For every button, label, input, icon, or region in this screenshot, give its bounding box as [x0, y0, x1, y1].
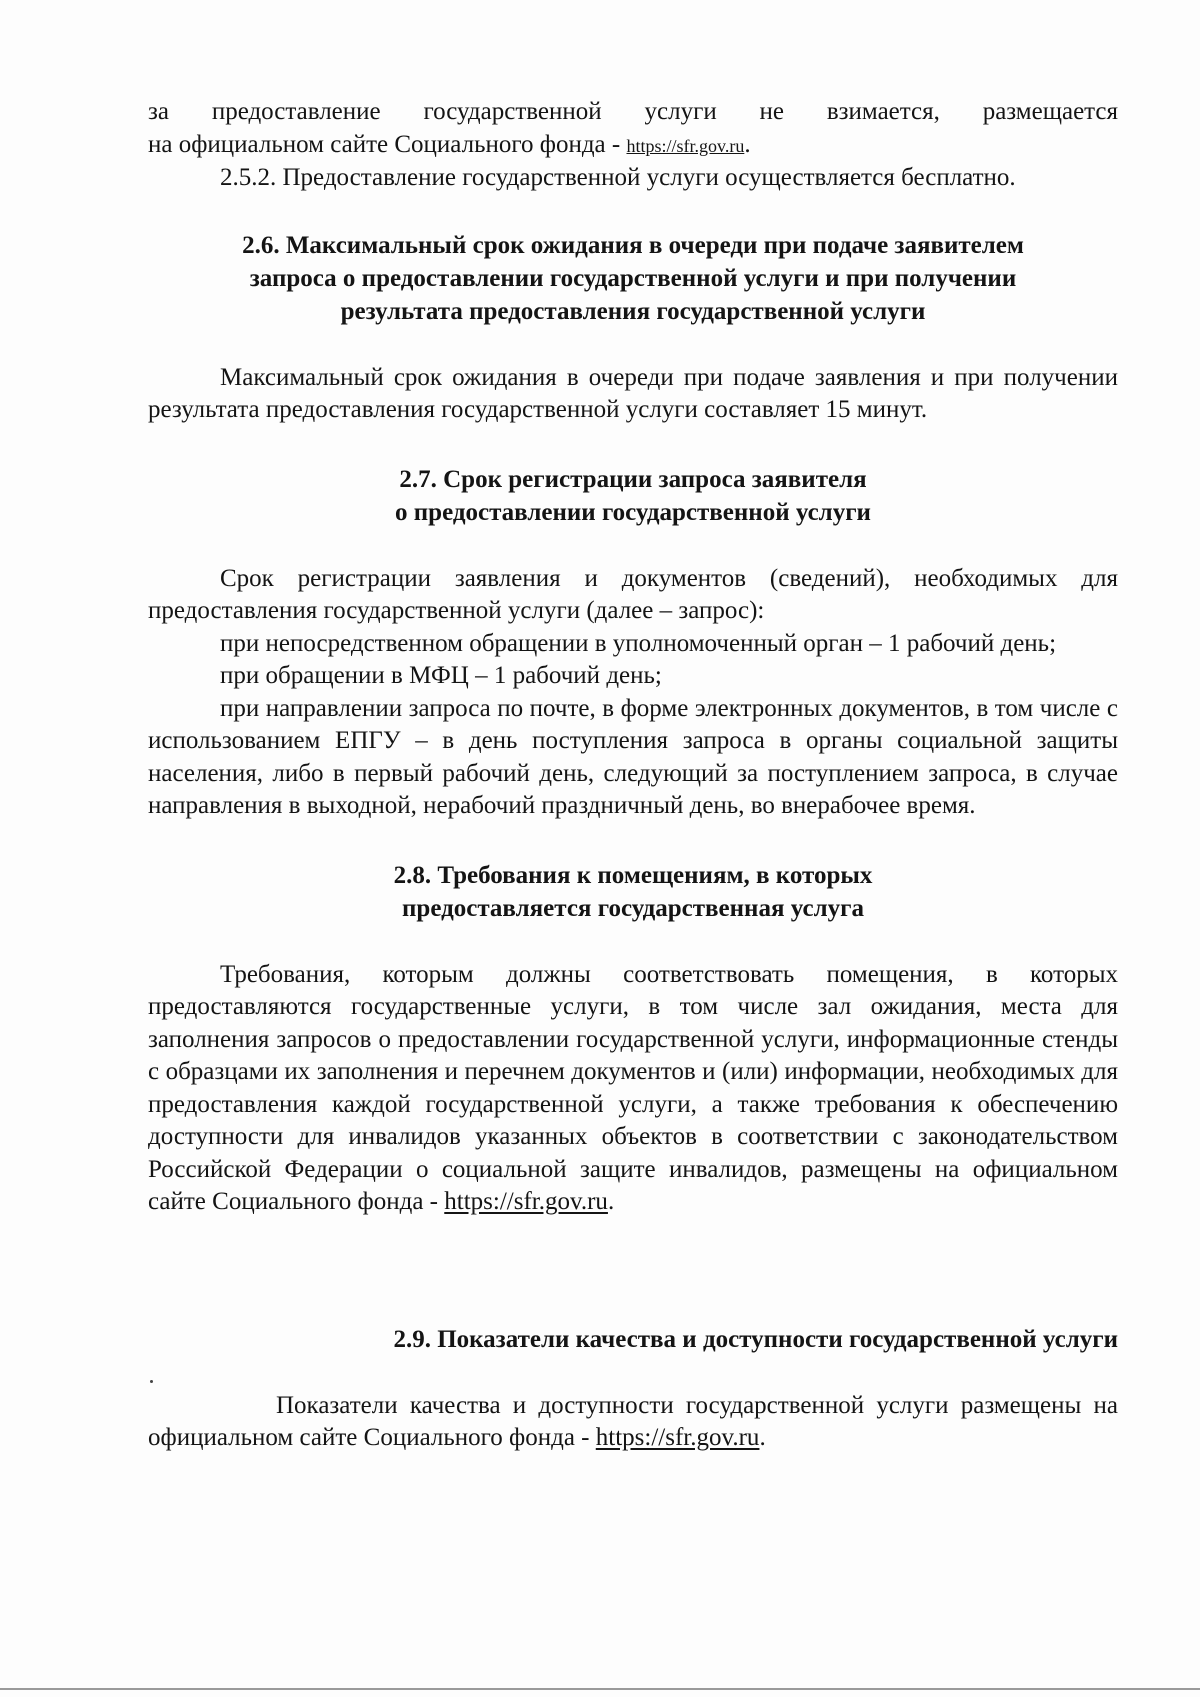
document-page [148, 96, 1118, 1455]
section-2-6-text: Максимальный срок ожидания в очереди при подаче заявления и при получении результата предоставления государственной услуги составляет 15 минут. [148, 363, 1118, 423]
section-2-7-heading-line-1: 2.7. Срок регистрации запроса заявителя [399, 465, 867, 493]
intro-line-2-text: на официальном сайте Социального фонда - [148, 130, 627, 158]
section-2-9-text [148, 1390, 1118, 1455]
section-2-6-heading-line-3: результата предоставления государственной услуги [340, 297, 926, 325]
section-2-9-end: . [759, 1424, 766, 1451]
section-2-7-paragraph-2: при непосредственном обращении в уполномоченный орган – 1 рабочий день; [220, 629, 1057, 657]
section-2-7-paragraph-4: при направлении запроса по почте, в форме электронных документов, в том числе с использованием ЕПГУ – в день поступления запроса в органы социальной защиты населения, либо в первый рабочий день, следующий за поступлением запроса, в случае направления в выходной, нерабочий праздничный день, во внерабочее время. [148, 694, 1118, 819]
section-2-9-body: Показатели качества и доступности государственной услуги размещены на официальном сайте Социального фонда - [148, 1391, 1118, 1451]
sfr-link-2-9[interactable]: https://sfr.gov.ru [595, 1424, 760, 1451]
section-2-8-end: . [607, 1188, 615, 1215]
section-2-8-heading-line-1: 2.8. Требования к помещениям, в которых [393, 861, 873, 889]
scan-speck [150, 1380, 153, 1383]
section-2-7-heading-line-2: о предоставлении государственной услуги [395, 498, 871, 526]
intro-line-2-end: . [744, 130, 751, 158]
section-2-8-heading-line-2: предоставляется государственная услуга [402, 894, 864, 922]
intro-line-1: за предоставление государственной услуги не взимается, размещается [148, 98, 1118, 125]
sfr-link-intro[interactable]: https://sfr.gov.ru [626, 135, 745, 156]
section-2-8-text [148, 959, 1118, 1219]
section-2-7-paragraph-1: Срок регистрации заявления и документов (сведений), необходимых для предоставления государственной услуги (далее – запрос): [148, 564, 1118, 624]
section-2-7-heading [148, 463, 1118, 529]
paragraph-2-5-2: 2.5.2. Предоставление государственной услуги осуществляется бесплатно. [220, 164, 1016, 191]
sfr-link-2-8[interactable]: https://sfr.gov.ru [444, 1188, 608, 1215]
section-2-8-heading [148, 859, 1118, 925]
section-2-6-heading [148, 229, 1118, 328]
section-2-6-heading-line-1: 2.6. Максимальный срок ожидания в очереди при подаче заявителем [242, 231, 1024, 259]
section-2-8-body: Требования, которым должны соответствовать помещения, в которых предоставляются государственные услуги, в том числе зал ожидания, места для заполнения запросов о предоставлении государственной услуги, информационные стенды с образцами их заполнения и перечнем документов и (или) информации, необходимых для предоставления каждой государственной услуги, а также требования к обеспечению доступности для инвалидов указанных объектов в соответствии с законодательством Российской Федерации о социальной защите инвалидов, размещены на официальном сайте Социального фонда - [148, 960, 1118, 1215]
intro-line-2 [148, 129, 1118, 163]
section-2-9-heading: 2.9. Показатели качества и доступности государственной услуги [393, 1325, 1118, 1353]
section-2-6-heading-line-2: запроса о предоставлении государственной услуги и при получении [249, 264, 1017, 292]
section-2-7-paragraph-3: при обращении в МФЦ – 1 рабочий день; [220, 662, 662, 689]
scan-edge-line [0, 1688, 1200, 1690]
